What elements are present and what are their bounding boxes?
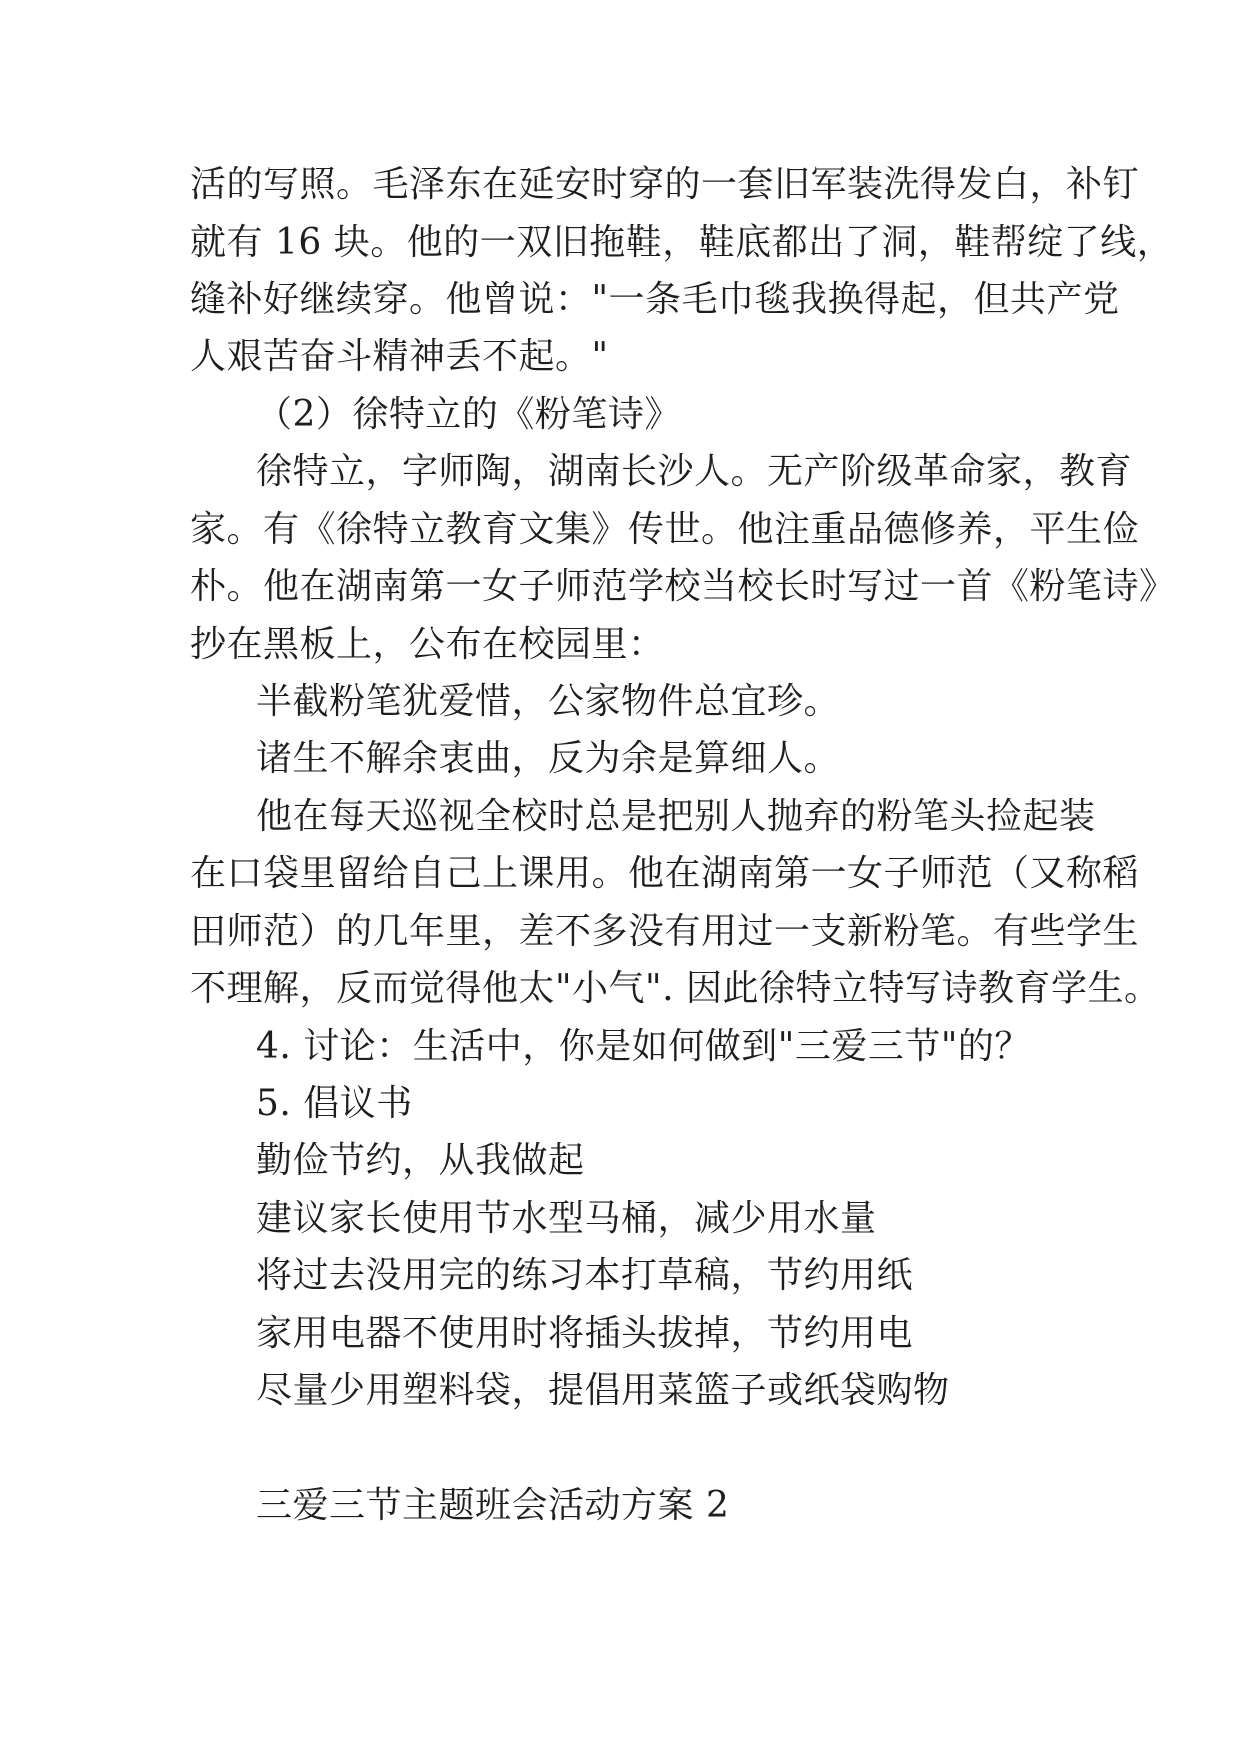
paragraph-line: 就有 16 块。他的一双旧拖鞋，鞋底都出了洞，鞋帮绽了线， <box>190 222 1174 263</box>
paragraph-line: 缝补好继续穿。他曾说："一条毛巾毯我换得起，但共产党 <box>190 279 1120 320</box>
proposal-item: 将过去没用完的练习本打草稿，节约用纸 <box>256 1255 914 1296</box>
poem-line: 半截粉笔犹爱惜，公家物件总宜珍。 <box>256 681 841 722</box>
next-section-title: 三爱三节主题班会活动方案 2 <box>256 1485 730 1526</box>
paragraph-line: 徐特立，字师陶，湖南长沙人。无产阶级革命家，教育 <box>256 451 1133 492</box>
proposal-item: 尽量少用塑料袋，提倡用菜篮子或纸袋购物 <box>256 1370 950 1411</box>
proposal-title: 勤俭节约，从我做起 <box>256 1140 585 1181</box>
paragraph-line: 田师范）的几年里，差不多没有用过一支新粉笔。有些学生 <box>190 911 1140 952</box>
list-item: 5. 倡议书 <box>256 1083 413 1124</box>
section-heading: （2）徐特立的《粉笔诗》 <box>256 394 681 435</box>
paragraph-line: 活的写照。毛泽东在延安时穿的一套旧军装洗得发白，补钉 <box>190 164 1140 205</box>
paragraph-line: 人艰苦奋斗精神丢不起。" <box>190 336 609 377</box>
paragraph-line: 家。有《徐特立教育文集》传世。他注重品德修养，平生俭 <box>190 509 1140 550</box>
proposal-item: 家用电器不使用时将插头拔掉，节约用电 <box>256 1313 914 1354</box>
poem-line: 诸生不解余衷曲，反为余是算细人。 <box>256 738 841 779</box>
paragraph-line: 抄在黑板上，公布在校园里： <box>190 624 665 665</box>
paragraph-line: 他在每天巡视全校时总是把别人抛弃的粉笔头捡起装 <box>256 796 1096 837</box>
proposal-item: 建议家长使用节水型马桶，减少用水量 <box>256 1198 877 1239</box>
paragraph-line: 不理解，反而觉得他太"小气". 因此徐特立特写诗教育学生。 <box>190 968 1161 1009</box>
list-item: 4. 讨论：生活中，你是如何做到"三爱三节"的？ <box>256 1026 1031 1067</box>
paragraph-line: 在口袋里留给自己上课用。他在湖南第一女子师范（又称稻 <box>190 853 1140 894</box>
paragraph-line: 朴。他在湖南第一女子师范学校当校长时写过一首《粉笔诗》 <box>190 566 1176 607</box>
